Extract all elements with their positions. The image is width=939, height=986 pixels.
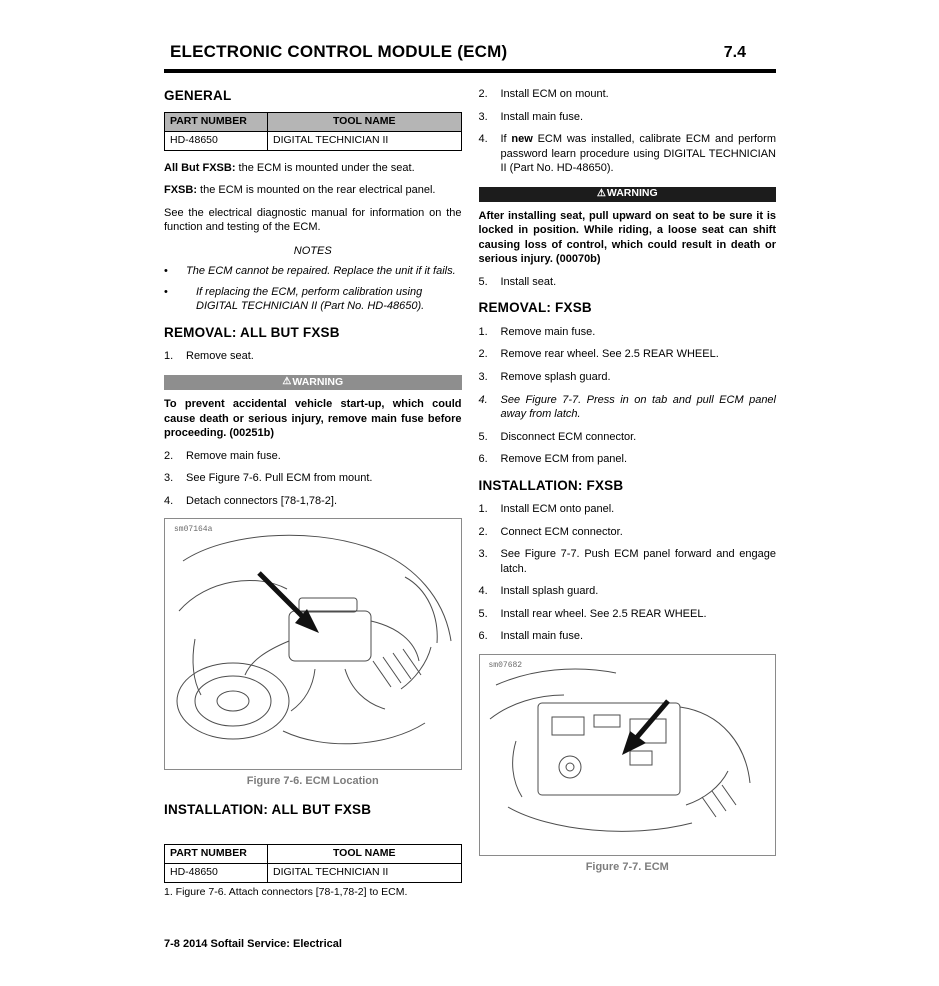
- warning-text: To prevent accidental vehicle start-up, which could cause death or serious injury, remove main fuse before proceeding. (00251b): [164, 397, 462, 440]
- page-header: [164, 42, 776, 73]
- step-item: [479, 87, 777, 102]
- step-number: 5.: [478, 430, 488, 443]
- step-item: [479, 110, 777, 125]
- removal-all-but-fxsb-heading: REMOVAL: ALL BUT FXSB: [164, 324, 340, 340]
- step-text: Connect ECM connector.: [500, 525, 623, 538]
- step-number: 2.: [478, 525, 488, 538]
- step-number: 1.: [478, 325, 488, 338]
- paragraph-diagnostic-manual: See the electrical diagnostic manual for information on the function and testing of the ECM.: [164, 206, 462, 234]
- figure-7-7-code: sm07682: [488, 661, 523, 670]
- step-number: 1.: [478, 503, 488, 516]
- step-number: 2.: [164, 449, 174, 462]
- step-item: [479, 393, 777, 422]
- step-number: 3.: [478, 371, 488, 383]
- step-text: Install ECM onto panel.: [500, 503, 615, 516]
- step-item: [479, 607, 777, 622]
- step-number: 4.: [478, 585, 488, 598]
- step-number: 6.: [478, 453, 488, 466]
- table-row: [165, 131, 462, 150]
- step-item: [479, 132, 777, 176]
- table-header-row: [165, 845, 462, 864]
- step-text: Detach connectors [78-1,78-2].: [186, 494, 338, 507]
- paragraph-all-but-fxsb: [164, 161, 462, 176]
- warning-banner: [479, 187, 777, 202]
- step-text: See Figure 7-7. Push ECM panel forward and engage latch.: [500, 548, 776, 575]
- two-column-layout: [164, 85, 776, 900]
- step-text: See Figure 7-7. Press in on tab and pull ECM panel away from latch.: [500, 393, 776, 421]
- figure-7-6-caption: Figure 7-6. ECM Location: [246, 775, 379, 788]
- step-item: [479, 325, 777, 340]
- step-item: [164, 349, 462, 364]
- step-item: [479, 430, 777, 445]
- step-item: [479, 547, 777, 576]
- note-item: [164, 285, 462, 314]
- note-item: [164, 264, 462, 279]
- tool-table-general: [164, 112, 462, 151]
- step-text: Remove ECM from panel.: [500, 453, 628, 466]
- step-text: Remove seat.: [186, 350, 254, 363]
- left-column: [164, 85, 462, 900]
- step-text: Install seat.: [500, 275, 557, 288]
- step-text: Remove rear wheel. See 2.5 REAR WHEEL.: [500, 348, 719, 361]
- paragraph-lead-bold: All But FXSB:: [164, 161, 236, 174]
- figure-7-6-image: [165, 519, 460, 769]
- note-text: If replacing the ECM, perform calibration using DIGITAL TECHNICIAN II (Part No. HD-48650).: [196, 285, 425, 313]
- step-number: 6.: [478, 630, 488, 643]
- note-text: The ECM cannot be repaired. Replace the unit if it fails.: [186, 265, 456, 278]
- installation-step-1: 1. Figure 7-6. Attach connectors [78-1,78-2] to ECM.: [164, 886, 408, 899]
- step-text: [501, 132, 777, 176]
- figure-7-7-image: [480, 655, 775, 855]
- figure-7-7: [479, 654, 777, 856]
- step-item: [479, 584, 777, 599]
- step-number: 1.: [164, 350, 174, 363]
- step-item: [479, 452, 777, 467]
- figure-7-6: [164, 518, 462, 770]
- table-cell-part-number: HD-48650: [165, 864, 268, 883]
- step-text: Remove splash guard.: [500, 371, 611, 383]
- general-heading: GENERAL: [164, 88, 232, 103]
- right-column: [479, 85, 777, 900]
- table-header-tool-name: TOOL NAME: [268, 845, 462, 864]
- warning-label: WARNING: [292, 375, 344, 388]
- step-number: 3.: [478, 548, 488, 561]
- step-item: [164, 449, 462, 464]
- table-cell-tool-name: DIGITAL TECHNICIAN II: [268, 864, 462, 883]
- warning-label: WARNING: [606, 187, 658, 200]
- table-header-part-number: PART NUMBER: [165, 845, 268, 864]
- installation-fxsb-heading: INSTALLATION: FXSB: [478, 477, 624, 493]
- paragraph-lead-bold: FXSB:: [164, 184, 197, 197]
- warning-icon: ⚠: [596, 188, 606, 200]
- table-header-tool-name: TOOL NAME: [268, 112, 462, 131]
- step-number: 5.: [478, 607, 488, 620]
- step-text: Install ECM on mount.: [500, 88, 609, 100]
- warning-text: After installing seat, pull upward on seat to be sure it is locked in position. While riding, a loose seat can shift causing loss of control, which could result in death or serious injury. (00070b): [478, 209, 776, 266]
- step-item: [479, 629, 777, 644]
- figure-7-7-caption: Figure 7-7. ECM: [585, 861, 669, 873]
- bullet-icon: [164, 264, 186, 279]
- step-item: [164, 471, 462, 486]
- step-number: 4.: [478, 393, 488, 406]
- step-number: 4.: [478, 133, 488, 146]
- table-header-row: [165, 112, 462, 131]
- step-number: 2.: [478, 348, 488, 361]
- step-number: 3.: [164, 472, 174, 485]
- table-header-part-number: PART NUMBER: [165, 112, 268, 131]
- installation-all-but-fxsb-heading: INSTALLATION: ALL BUT FXSB: [164, 801, 372, 817]
- step-text: Disconnect ECM connector.: [500, 430, 637, 443]
- paragraph-lead-rest: the ECM is mounted under the seat.: [235, 161, 415, 174]
- step-item: [479, 370, 777, 385]
- step-number: 2.: [478, 88, 488, 100]
- warning-icon: ⚠: [282, 376, 292, 388]
- step-text: Remove main fuse.: [186, 449, 281, 462]
- step-item: [479, 275, 777, 290]
- page-footer: 7-8 2014 Softail Service: Electrical: [164, 938, 342, 950]
- step-item: [479, 347, 777, 362]
- figure-arrow: [259, 573, 307, 621]
- step-text: Install main fuse.: [500, 630, 584, 643]
- step-text: Install splash guard.: [500, 585, 599, 598]
- table-cell-tool-name: DIGITAL TECHNICIAN II: [268, 131, 462, 150]
- step-number: 4.: [164, 494, 174, 507]
- page-title: ELECTRONIC CONTROL MODULE (ECM): [170, 42, 508, 61]
- step-text: Install main fuse.: [500, 110, 584, 123]
- tool-table-installation: [164, 844, 462, 883]
- table-row: [165, 864, 462, 883]
- warning-banner: [164, 375, 462, 390]
- section-number: 7.4: [723, 44, 746, 61]
- step-number: 3.: [478, 110, 488, 123]
- paragraph-lead-rest: the ECM is mounted on the rear electrical panel.: [197, 184, 436, 197]
- step-item: [479, 502, 777, 517]
- notes-heading: NOTES: [293, 244, 332, 257]
- step-item: [479, 525, 777, 540]
- step-text-pre: If: [500, 133, 512, 146]
- bullet-icon: [164, 285, 186, 314]
- page-content: [164, 42, 776, 900]
- step-text: See Figure 7-6. Pull ECM from mount.: [186, 472, 373, 485]
- step-text: Remove main fuse.: [500, 325, 596, 338]
- step-text-bold: new: [511, 133, 533, 146]
- figure-7-6-code: sm07164a: [174, 525, 213, 535]
- step-item: [164, 494, 462, 509]
- step-text-post: ECM was installed, calibrate ECM and perform password learn procedure using DIGITAL TECHNICIAN II (Part No. HD-48650).: [500, 133, 776, 175]
- step-text: Install rear wheel. See 2.5 REAR WHEEL.: [500, 607, 707, 620]
- step-number: 5.: [478, 275, 488, 288]
- removal-fxsb-heading: REMOVAL: FXSB: [478, 300, 592, 316]
- paragraph-fxsb: [164, 183, 462, 198]
- table-cell-part-number: HD-48650: [165, 131, 268, 150]
